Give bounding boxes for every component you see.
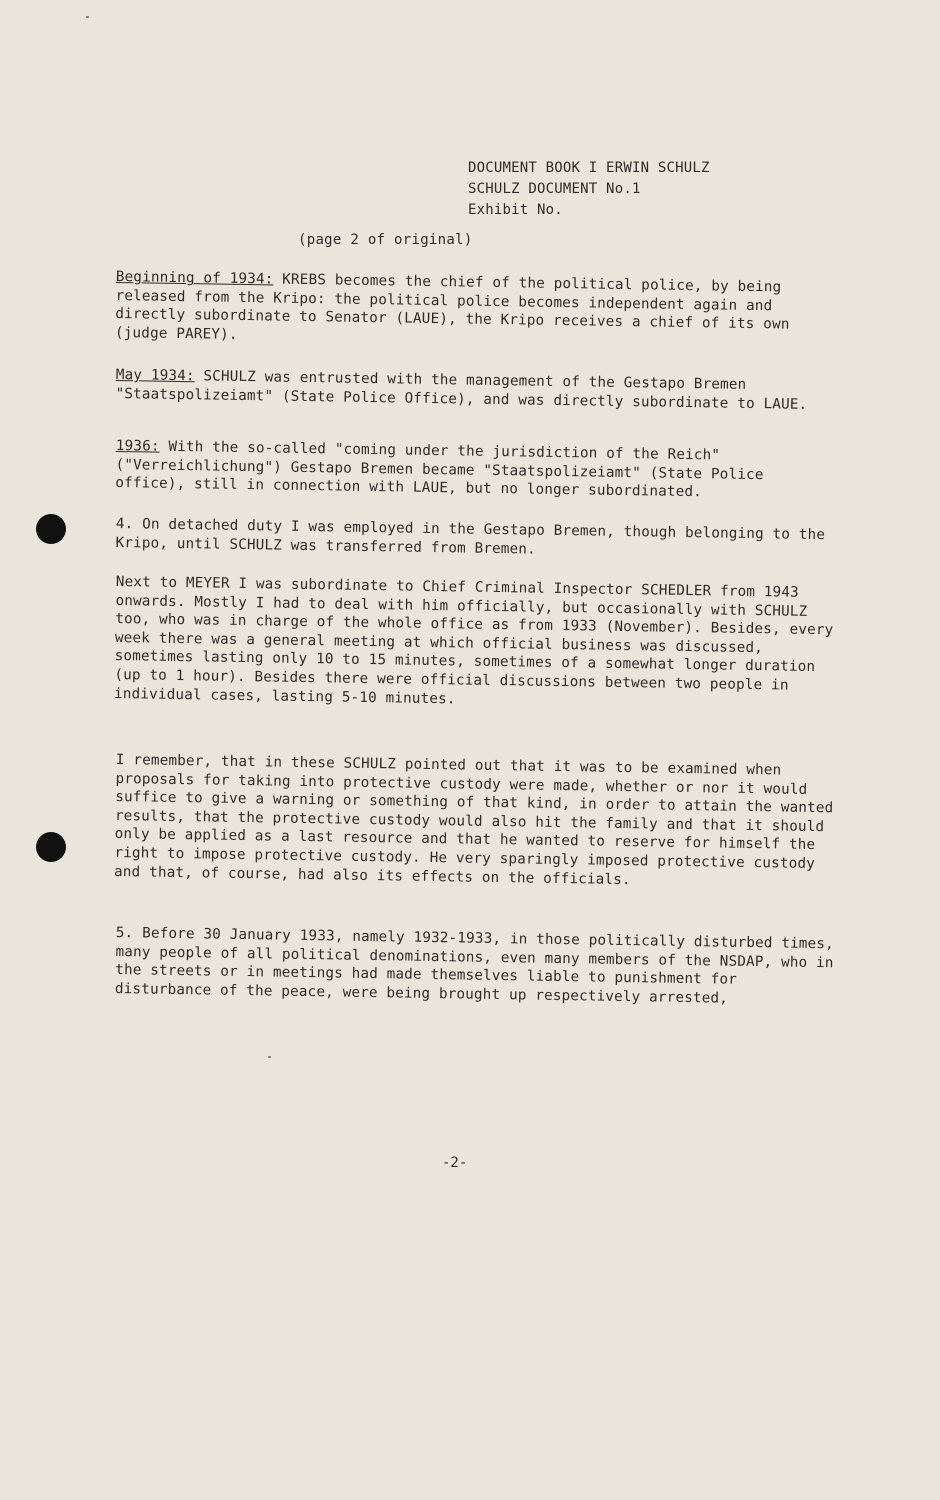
paragraph-beginning-1934 <box>115 268 836 354</box>
paragraph-text: 5. Before 30 January 1933, namely 1932-1933, in those politically disturbed times, many people of all political denominations, even many members of the NSDAP, who in the streets or in meetings had made themselves liable to punishment for disturbance of the peace, were being brought up respectively arrested, <box>114 924 835 1007</box>
paragraph-lead: May 1934: <box>115 366 195 385</box>
paragraph-text: Next to MEYER I was subordinate to Chief Criminal Inspector SCHEDLER from 1943 onwards. Mostly I had to deal with him officially, but occasionally with SCHULZ too, who was in charge of the whole office as from 1933 (November). Besides, every week there was a general meeting at which official business was discussed, sometimes lasting only 10 to 15 minutes, sometimes of a somewhat longer duration (up to 1 hour). Besides there were official discussions between two people in individual cases, lasting 5-10 minutes. <box>113 573 834 707</box>
paragraph-protective-custody <box>114 751 836 892</box>
paper-speck <box>86 16 89 18</box>
paragraph-lead: 1936: <box>115 437 160 455</box>
paragraph-text: With the so-called "coming under the jurisdiction of the Reich" ("Verreichlichung") Gestapo Bremen became "Staatspolizeiamt" (State Police office), still in connection with LAUE, but no longer subordinated. <box>115 438 764 501</box>
paper-speck <box>268 1056 271 1058</box>
header-line-2: SCHULZ DOCUMENT No.1 <box>468 181 641 197</box>
page-subtitle: (page 2 of original) <box>298 232 473 248</box>
paragraph-lead: Beginning of 1934: <box>115 268 274 288</box>
punch-hole <box>36 832 66 862</box>
paragraph-may-1934 <box>115 366 835 414</box>
punch-hole <box>36 514 66 544</box>
page-number: -2- <box>442 1155 468 1171</box>
paragraph-text: I remember, that in these SCHULZ pointed out that it was to be examined when proposals for taking into protective custody were made, whether or nor it would suffice to give a warning or something of that kind, in order to attain the wanted results, that the protective custody would also hit the family and that it should only be applied as a last resource and that he wanted to reserve for himself the right to impose protective custody. He very sparingly imposed protective custody and that, of course, had also its effects on the officials. <box>113 751 834 888</box>
paragraph-text: 4. On detached duty I was employed in the Gestapo Bremen, though belonging to the Kripo, until SCHULZ was transferred from Bremen. <box>115 515 826 558</box>
header-line-1: DOCUMENT BOOK I ERWIN SCHULZ <box>468 160 710 176</box>
paragraph-detached-duty <box>115 515 835 563</box>
paragraph-subordinate <box>114 573 836 714</box>
document-header <box>468 158 710 221</box>
paragraph-1936 <box>115 437 836 504</box>
paragraph-text: KREBS becomes the chief of the political police, by being released from the Kripo: the political police becomes independent again and directly subordinate to Senator (LAUE), the Kripo receives a chief of its own (judge PAREY). <box>114 271 790 343</box>
paragraph-before-1933 <box>115 924 836 1010</box>
paragraph-text: SCHULZ was entrusted with the management of the Gestapo Bremen "Staatspolizeiamt" (State Police Office), and was directly subordinate to LAUE. <box>115 368 808 413</box>
header-line-3: Exhibit No. <box>468 202 563 218</box>
